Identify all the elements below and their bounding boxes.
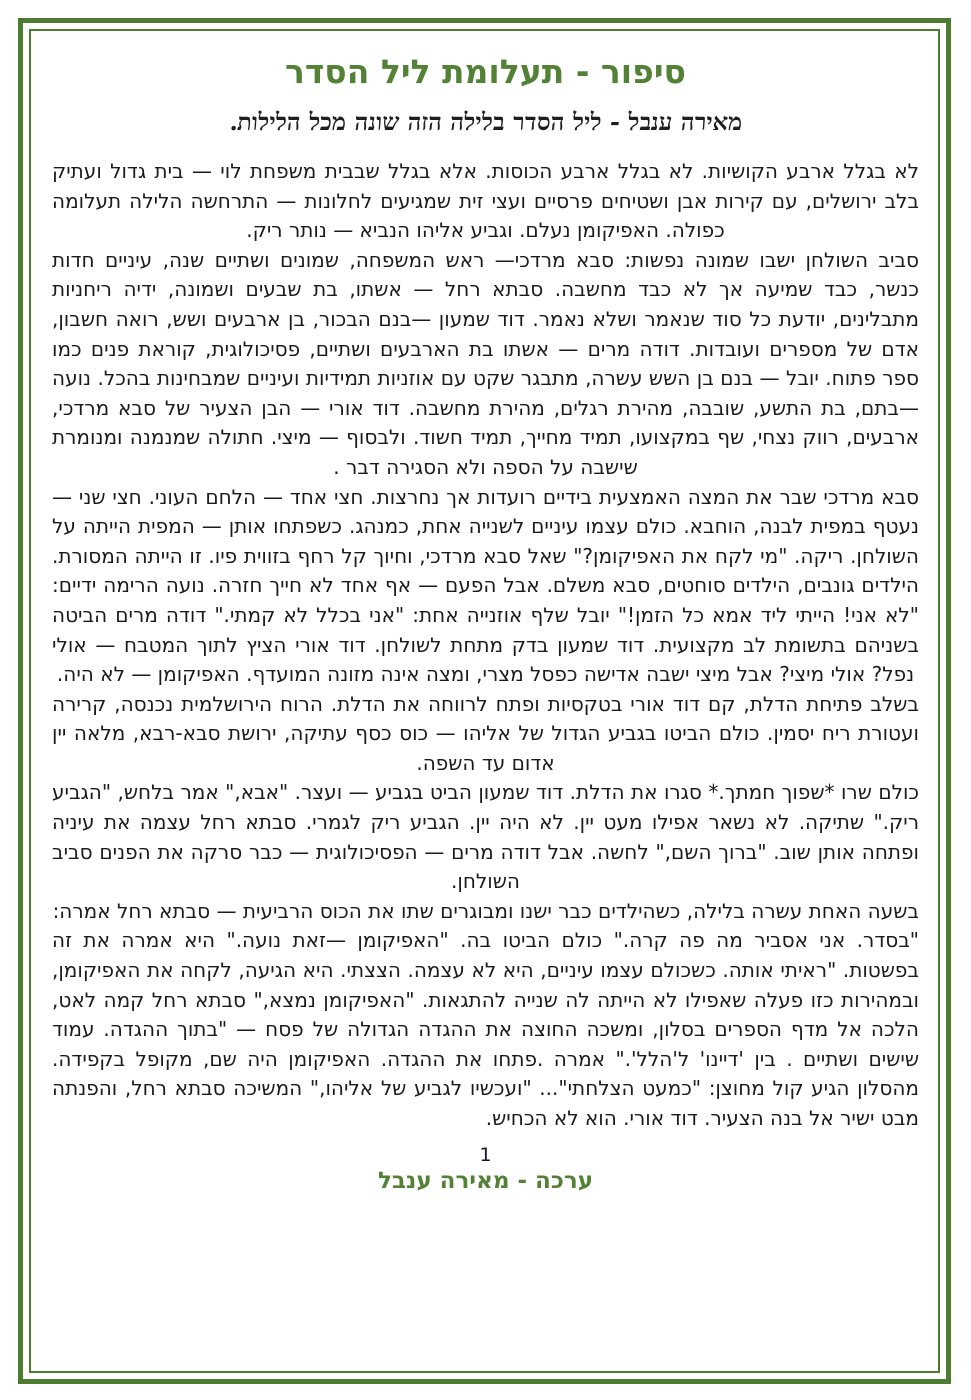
story-paragraph-4: בשלב פתיחת הדלת, קם דוד אורי בטקסיות ופתח לרווחה את הדלת. הרוח הירושלמית נכנסה, קרירה ועטורת ריח יסמין. כולם הביטו בגביע הגדול של אליהו — כוס כסף עתיקה, ירושת סבא-רבא, מלאה יין אדום עד השפה. [52,691,919,775]
story-paragraph-5: כולם שרו *שפוך חמתך.* סגרו את הדלת. דוד שמעון הביט בגביע — ועצר. "אבא," אמר בלחש, "הגביע ריק." שתיקה. לא נשאר אפילו מעט יין. לא היה יין. הגביע ריק לגמרי. סבתא רחל עצמה את עיניה ופתחה אותן שוב. "ברוך השם," לחשה. אבל דודה מרים — הפסיכולוגית — כבר סרקה את הפנים סביב השולחן. [52,780,919,894]
page-subtitle: מאירה ענבל - ליל הסדר בלילה הזה שונה מכל הלילות. [227,107,744,136]
page-title: סיפור - תעלומת ליל הסדר [285,52,686,91]
story-paragraph-6: בשעה האחת עשרה בלילה, כשהילדים כבר ישנו ומבוגרים שתו את הכוס הרביעית — סבתא רחל אמרה: [52,898,919,923]
story-content [52,40,919,1194]
story-paragraph-2: סביב השולחן ישבו שמונה נפשות: סבא מרדכי— ראש המשפחה, שמונים ושתיים שנה, עיניים חדות כנשר, כבד שמיעה אך לא כבד מחשבה. סבתא רחל — אשתו, בת שבעים ושמונה, ידיה ריחניות מתבלינים, יודעת כל סוד שנאמר ושלא נאמר. דוד שמעון —בנם הבכור, בן ארבעים ושש, רואה חשבון, אדם של מספרים ועובדות. דודה מרים — אשתו בת הארבעים ושתיים, פסיכולוגית, קוראת פנים כמו ספר פתוח. יובל — בנם בן השש עשרה, מתבגר שקט עם אוזניות תמידיות ועיניים שמבחינות בהכל. נועה —בתם, בת התשע, שובבה, מהירת רגלים, מהירת מחשבה. דוד אורי — הבן הצעיר של סבא מרדכי, ארבעים, רווק נצחי, שף במקצועו, תמיד מחייך, תמיד חשוד. ולבסוף — מיצי. חתולה שמנמנה ומנומרת שישבה על הספה ולא הסגירה דבר . [52,247,919,479]
page-number: 1 [479,1143,492,1166]
story-body [52,157,919,1134]
story-paragraph-7: "בסדר. אני אסביר מה פה קרה." כולם הביטו בה. "האפיקומן —זאת נועה." היא אמרה את זה בפשטות. "ראיתי אותה. כשכולם עצמו עיניים, היא לא עצמה. הצצתי. היא הגיעה, לקחה את האפיקומן, ובמהירות כזו פעלה שאפילו לא הייתה לה שנייה להתגאות. "האפיקומן נמצא," סבתא רחל קמה לאט, הלכה אל מדף הספרים בסלון, ומשכה החוצה את ההגדה הגדולה של פסח — "בתוך ההגדה. עמוד שישים ושתיים . בין 'דיינו' ל'הלל'." אמרה .פתחו את ההגדה. האפיקומן היה שם, מקופל בקפידה. מהסלון הגיע קול מחוצן: "כמעט הצלחתי"... "ועכשיו לגביע של אליהו," המשיכה סבתא רחל, והפנתה מבט ישיר אל בנה הצעיר. דוד אורי. הוא לא הכחיש. [52,928,919,1130]
story-paragraph-3: סבא מרדכי שבר את המצה האמצעית בידיים רועדות אך נחרצות. חצי אחד — הלחם העוני. חצי שני — נעטף במפית לבנה, הוחבא. כולם עצמו עיניים לשנייה אחת, כמנהג. כשפתחו אותן — המפית הייתה על השולחן. ריקה. "מי לקח את האפיקומן?" שאל סבא מרדכי, וחיוך קל רחף בזווית פיו. זו הייתה המסורת. הילדים גונבים, הילדים סוחטים, סבא משלם. אבל הפעם — אף אחד לא חייך חזרה. נועה הרימה ידיים: "לא אני! הייתי ליד אמא כל הזמן!" יובל שלף אוזנייה אחת: "אני בכלל לא קמתי." דודה מרים הביטה בשניהם בתשומת לב מקצועית. דוד שמעון בדק מתחת לשולחן. דוד אורי הציץ לתוך המטבח — אולי נפל? אולי מיצי? אבל מיצי ישבה אדישה כפסל מצרי, ומצה אינה מזונה המועדף. האפיקומן — לא היה. [52,484,919,687]
credit-line: ערכה - מאירה ענבל [377,1167,594,1194]
page-footer [52,1144,919,1194]
story-paragraph-1: לא בגלל ארבע הקושיות. לא בגלל ארבע הכוסות. אלא בגלל שבבית משפחת לוי — בית גדול ועתיק בלב ירושלים, עם קירות אבן ושטיחים פרסיים ועצי זית שמגיעים לחלונות — התרחשה הלילה תעלומה כפולה. האפיקומן נעלם. וגביע אליהו הנביא — נותר ריק. [52,159,919,243]
